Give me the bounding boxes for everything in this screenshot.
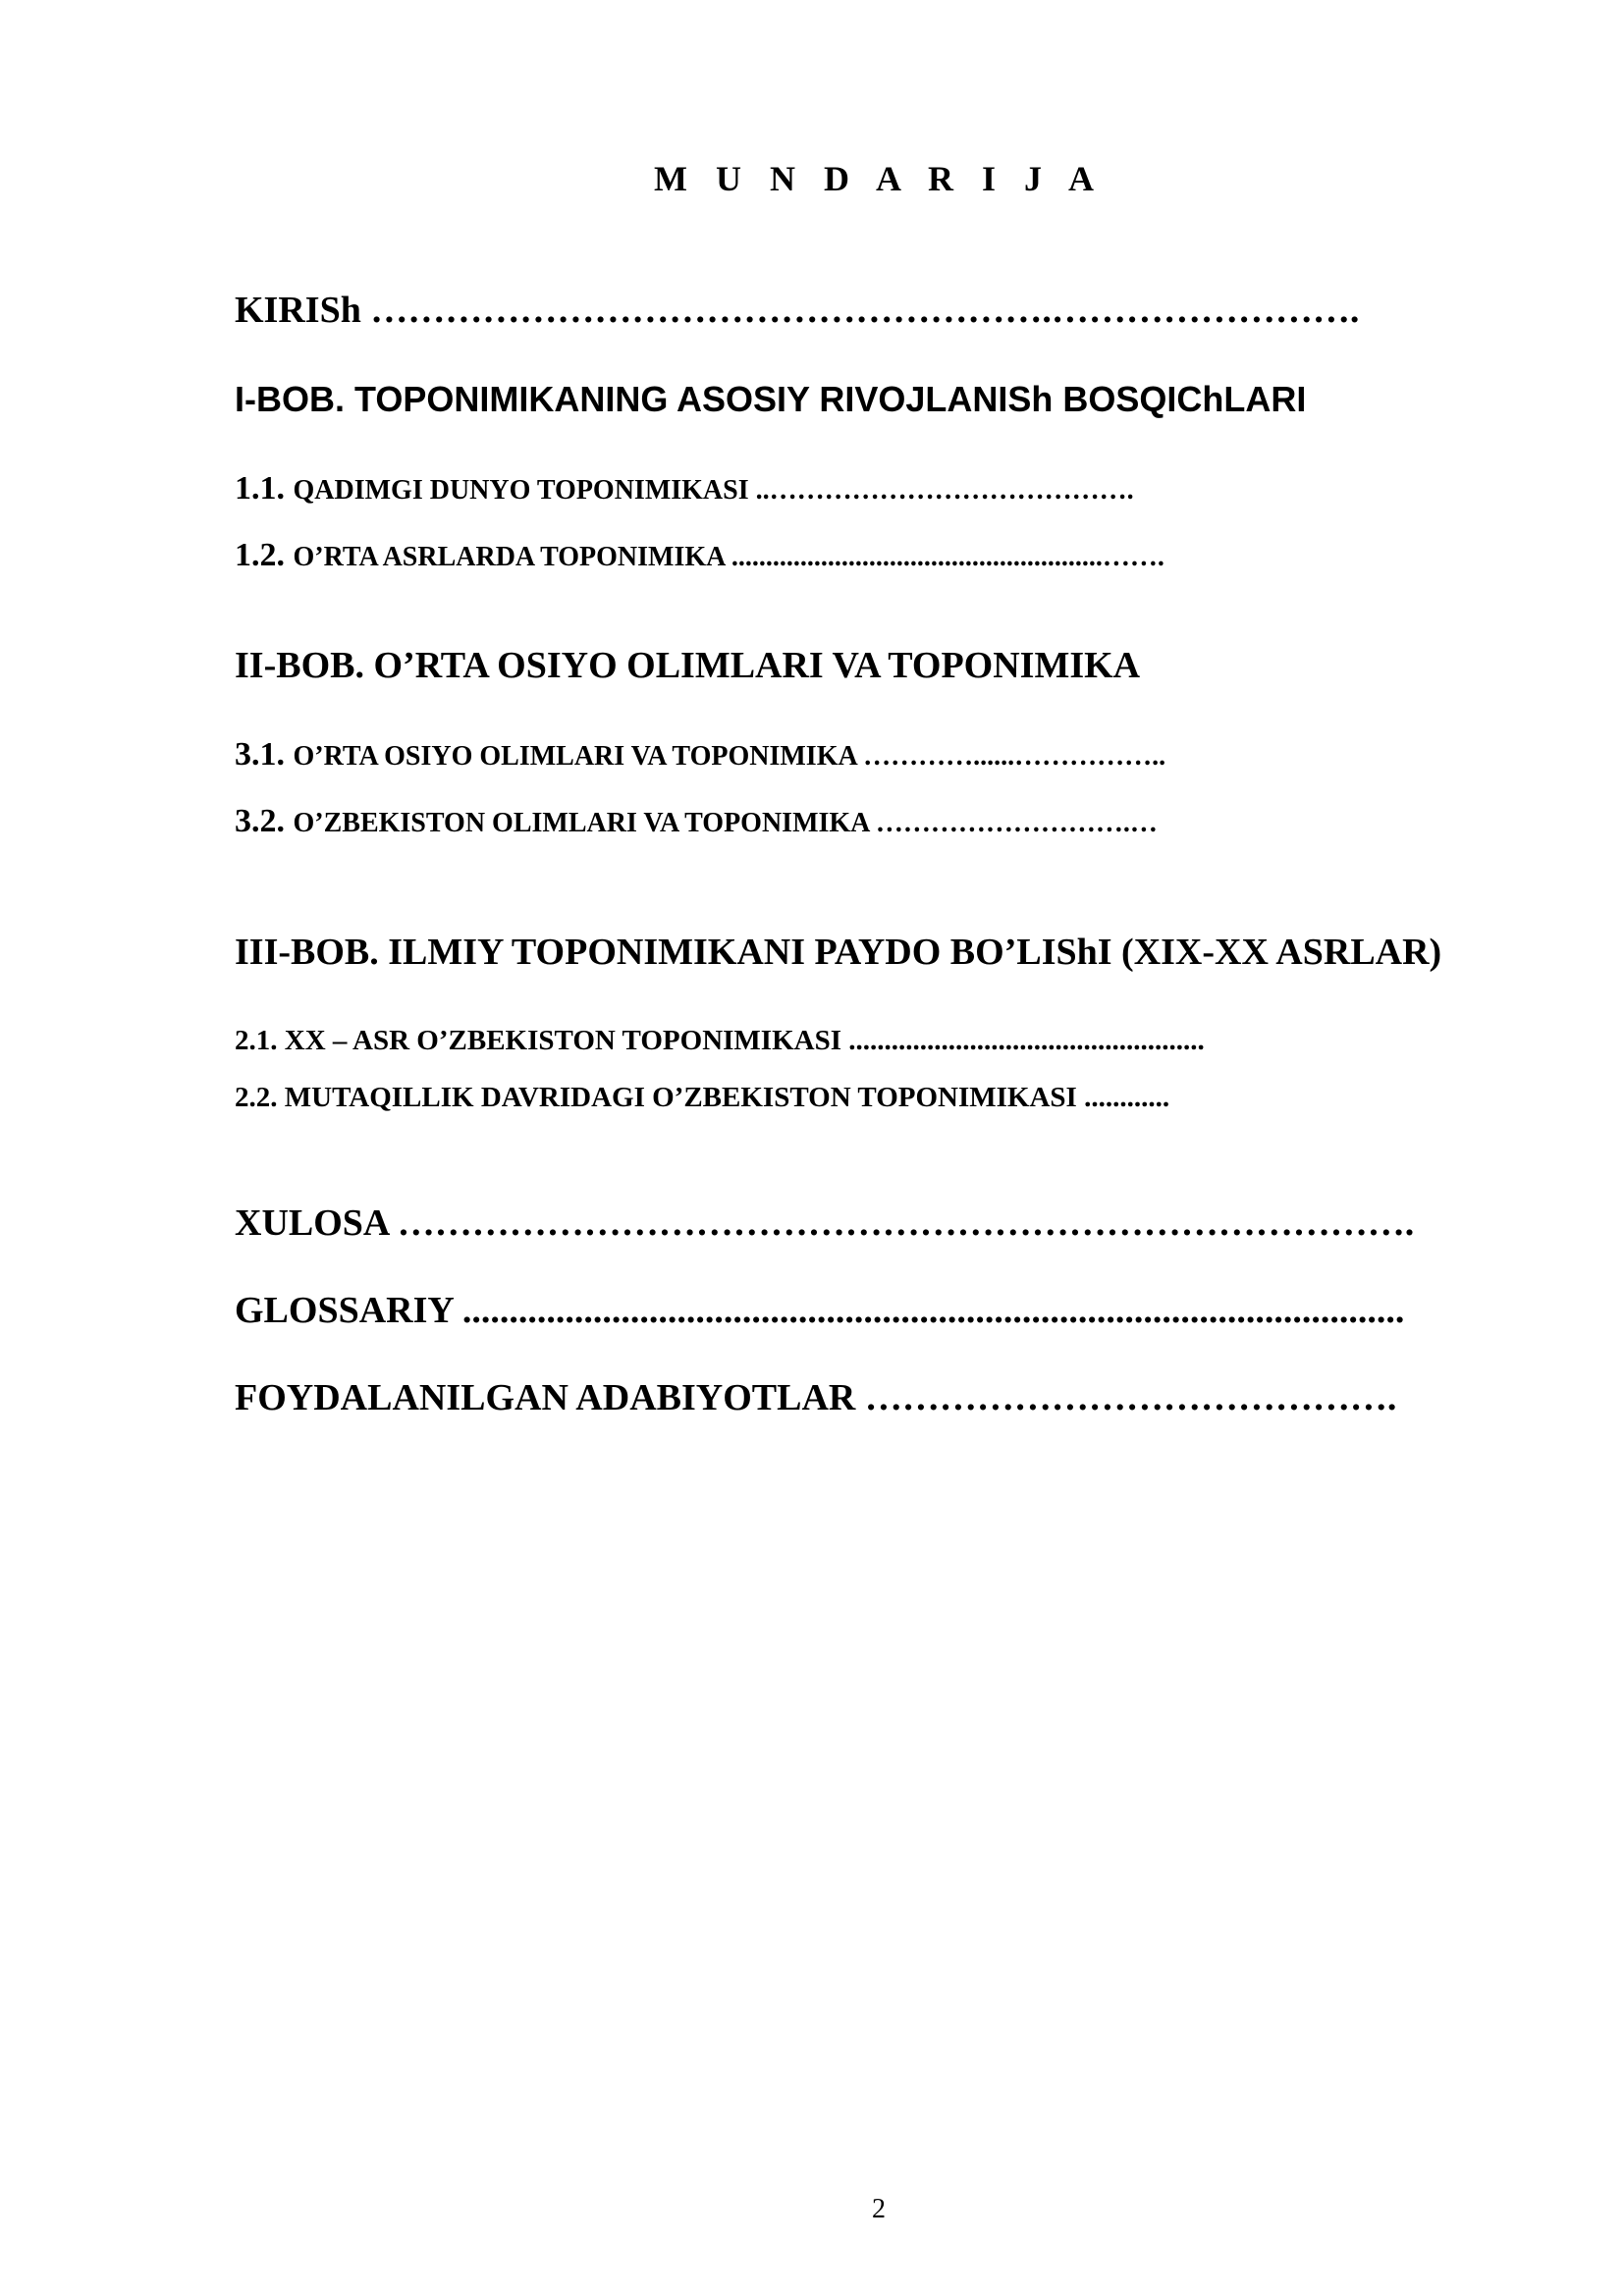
toc-section-label: O’ZBEKISTON OLIMLARI VA TOPONIMIKA ……………………….… (293, 808, 1158, 838)
page-title: M U N D A R I J A (653, 159, 1105, 198)
toc-section-2-1: 2.1. XX – ASR O’ZBEKISTON TOPONIMIKASI .................................................. (235, 1025, 1205, 1056)
toc-entry-conclusion: XULOSA ………………………………………………………………………. (235, 1202, 1415, 1244)
toc-section-3-1 (235, 732, 1165, 783)
toc-section-number: 3.2. (235, 803, 294, 839)
toc-section-label: O’RTA ASRLARDA TOPONIMIKA ......................................................……. (293, 542, 1164, 572)
toc-section-1-1 (235, 466, 1134, 517)
toc-section-number: 1.2. (235, 537, 294, 573)
toc-section-3-2 (235, 799, 1158, 850)
toc-entry-references: FOYDALANILGAN ADABIYOTLAR ……………………………………. (235, 1377, 1397, 1418)
toc-section-1-2 (235, 533, 1164, 584)
page-number: 2 (872, 2194, 886, 2224)
toc-section-2-2: 2.2. MUTAQILLIK DAVRIDAGI O’ZBEKISTON TOPONIMIKASI ............ (235, 1082, 1170, 1113)
toc-section-label: QADIMGI DUNYO TOPONIMIKASI ..…………………………………. (293, 475, 1134, 506)
toc-chapter-2: II-BOB. O’RTA OSIYO OLIMLARI VA TOPONIMIKA (235, 645, 1141, 686)
toc-entry-introduction: KIRISh ……………………………………………….……………………. (235, 290, 1360, 331)
toc-chapter-3: III-BOB. ILMIY TOPONIMIKANI PAYDO BO’LIShI (XIX-XX ASRLAR) (235, 932, 1442, 973)
toc-section-number: 3.1. (235, 736, 294, 773)
toc-entry-glossary: GLOSSARIY ..................................................................................................... (235, 1290, 1405, 1331)
toc-chapter-1: I-BOB. TOPONIMIKANING ASOSIY RIVOJLANISh BOSQIChLARI (235, 379, 1307, 419)
toc-section-number: 1.1. (235, 470, 294, 507)
toc-section-label: O’RTA OSIYO OLIMLARI VA TOPONIMIKA …………......…………….. (293, 741, 1166, 772)
